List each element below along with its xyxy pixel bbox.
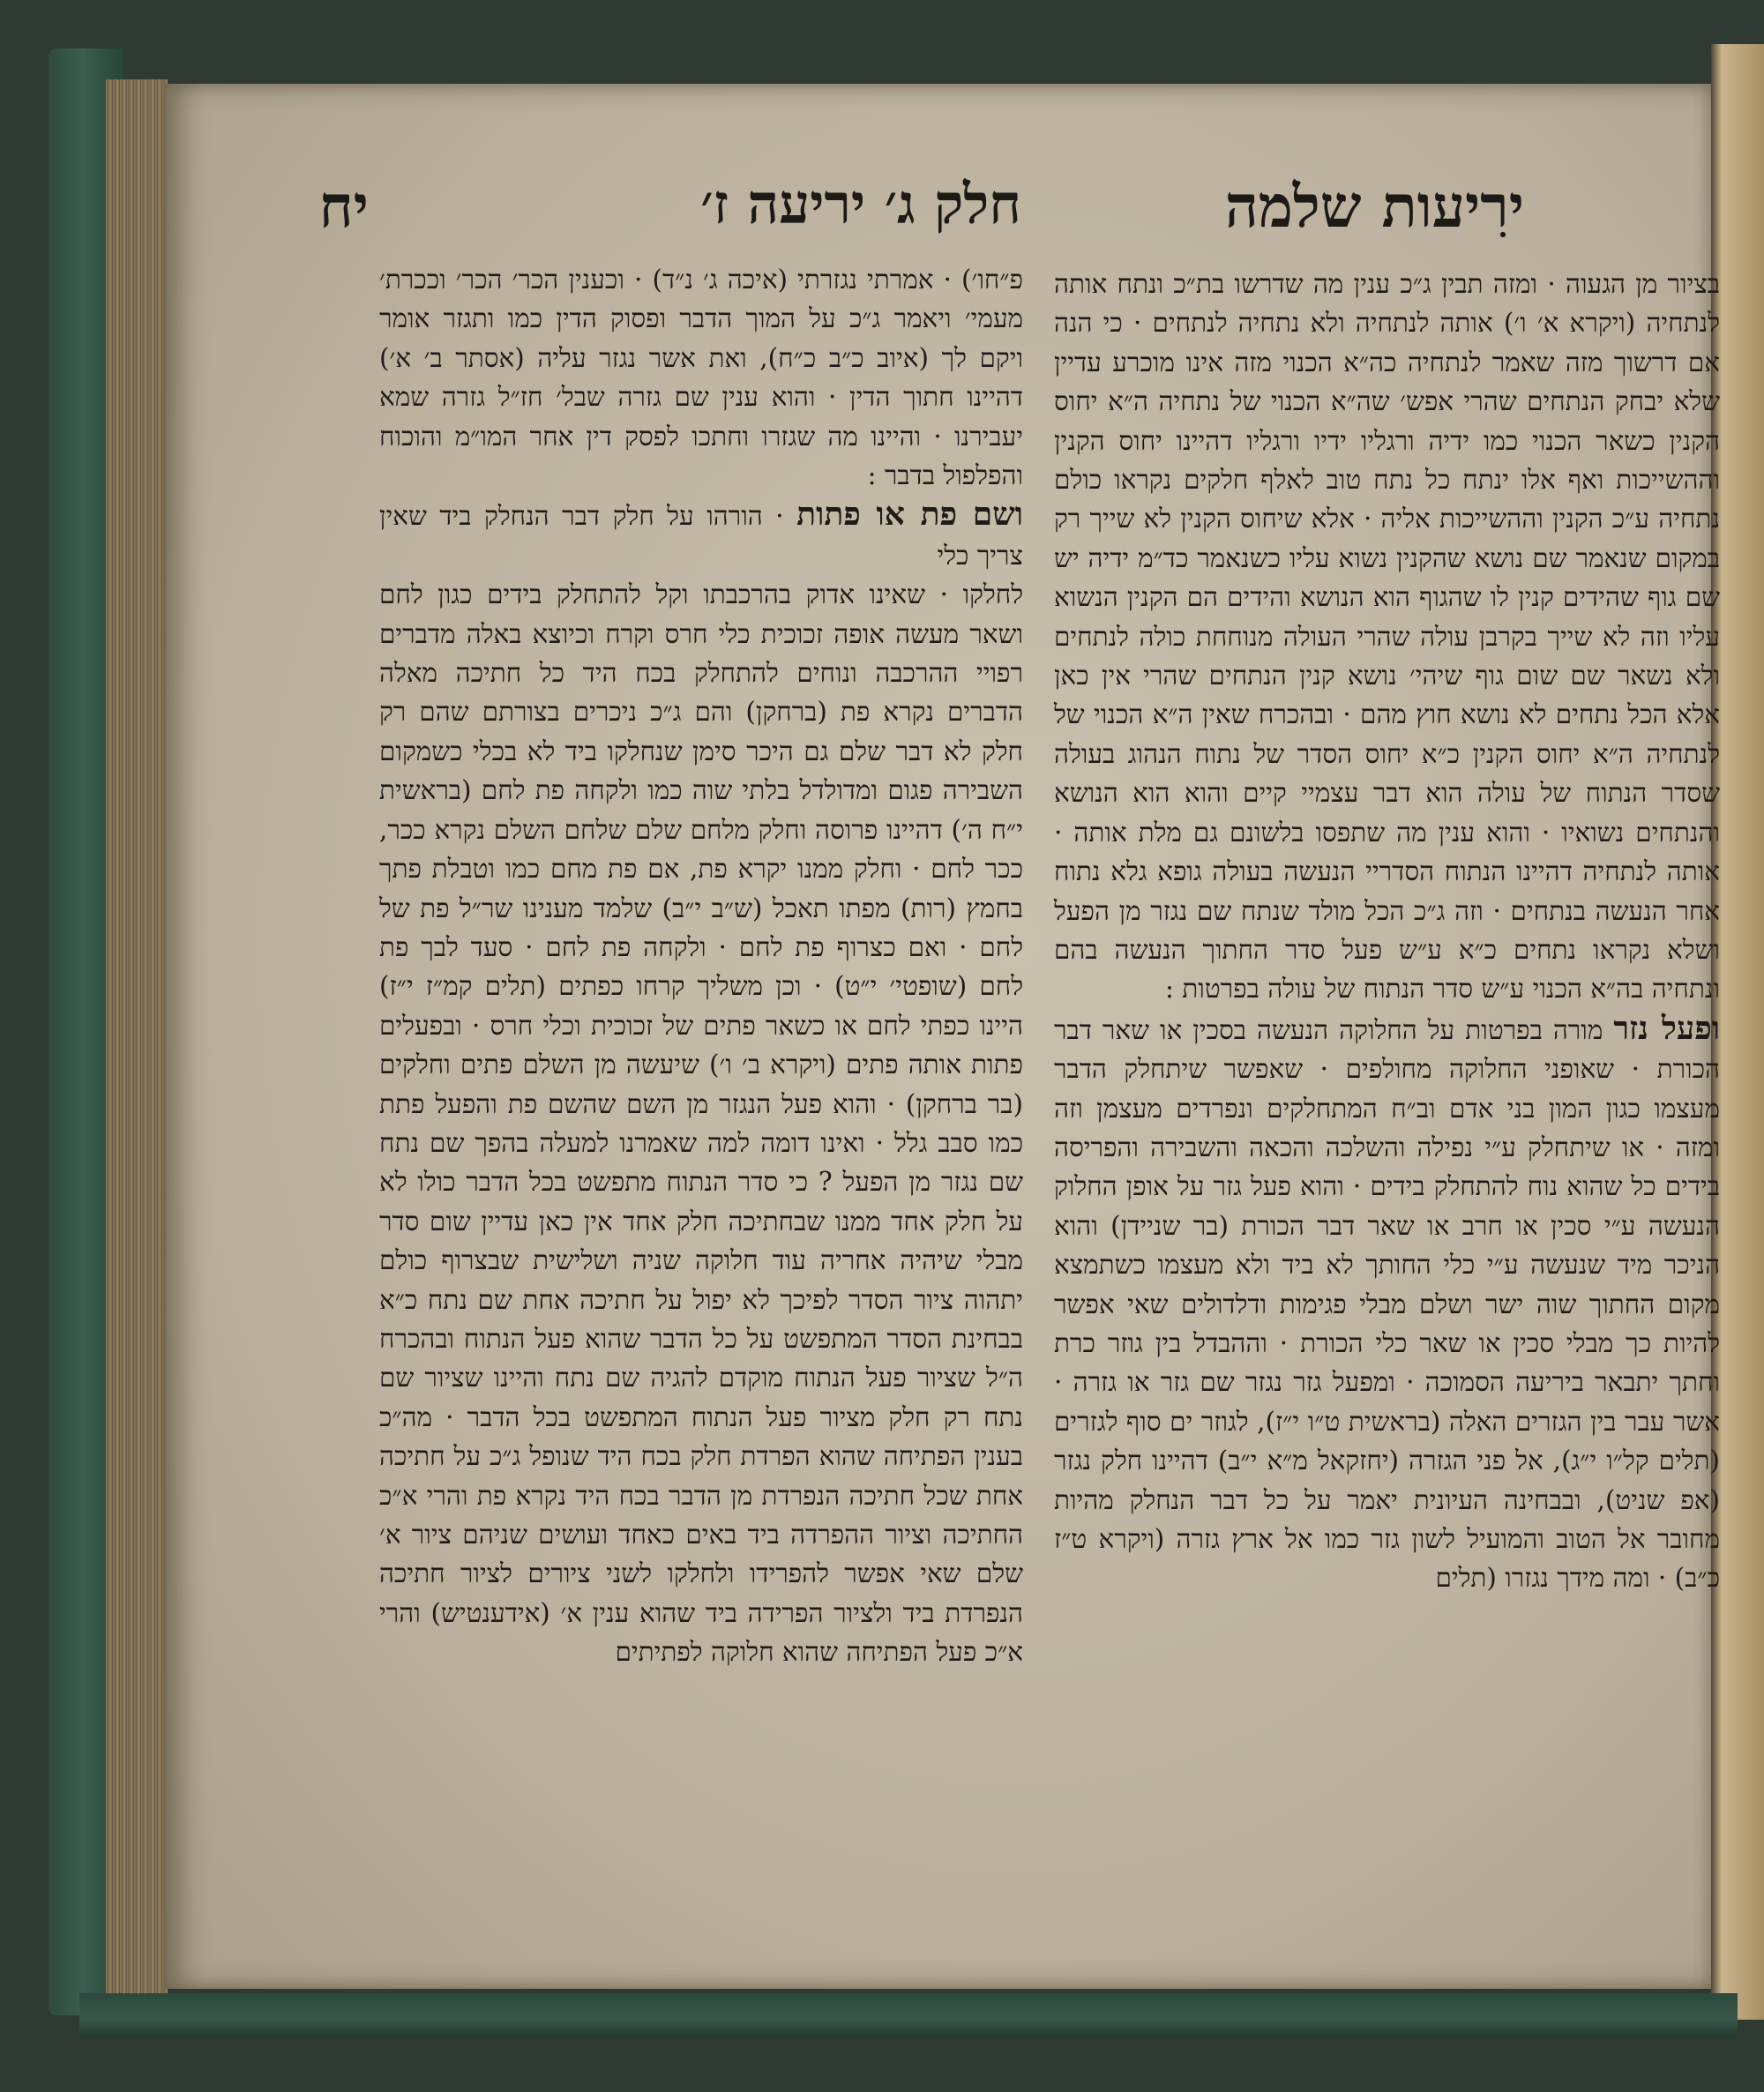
entry-heading-tail: · הורהו על חלק דבר הנחלק ביד שאין צריך כלי — [379, 501, 1023, 571]
paragraph: בציור מן הגעוה · ומזה תבין ג״כ ענין מה שדרשו בת״כ ונתח אותה לנתחיה (ויקרא א׳ ו׳) אותה לנתחיה ולא נתחיה לנתחים · כי הנה אם דרשוך מזה שאמר לנתחיה כה״א הכנוי מזה אינו מוכרע עדיין שלא יבחק הנתחים שהרי אפש׳ שה״א הכנוי של נתחיה ה״א יחוס הקנין כשאר הכנוי כמו ידיה ורגליו ידיו ורגליו דהיינו יחוס הקנין וההשייכות ואף אלו ינתח כל נתח טוב לאלף חלקים נקראו כולם נתחיה ע״כ הקנין וההשייכות אליה · אלא שיחוס הקנין לא שייך רק במקום שנאמר שם נושא שהקנין נשוא עליו כשנאמר כד״מ ידיה יש שם גוף שהידים קנין לו שהגוף הוא הנושא והידים הם הקנין הנשוא עליו וזה לא שייך בקרבן עולה שהרי העולה מנוחחת כולה לנתחים ולא נשאר שם שום גוף שיהי׳ נושא קנין הנתחים שהרי אין כאן אלא הכל נתחים לא נושא חוץ מהם · ובהכרח שאין ה״א הכנוי של לנתחיה ה״א יחוס הקנין כ״א יחוס הסדר של נתוח הנהוג בעולה שסדר הנתוח של עולה הוא דבר עצמיי קיים והוא הוא הנושא והנתחים נשואיו · והוא ענין מה שתפסו בלשונם גם מלת אותה · אותה לנתחיה דהיינו הנתוח הסדריי הנעשה בעולה גופא גלא נתוח אחר הנעשה בנתחים · וזה ג״כ הכל מולד שנתח שם נגזר מן הפעל ושלא נקראו נתחים כ״א ע״ש פעל סדר החתוך הנעשה בהם ונתחיה בה״א הכנוי ע״ש סדר הנתוח של עולה בפרטות : — [1054, 269, 1720, 1005]
book-title: ירִיעות שלמה — [1224, 172, 1524, 241]
entry-heading: ושם פת או פתות — [796, 496, 1023, 534]
section-title: חלק ג׳ יריעה ז׳ — [700, 172, 1021, 236]
running-header — [228, 172, 1524, 243]
page-number: יח — [318, 172, 369, 241]
paragraph: פ״חו׳) · אמרתי נגזרתי (איכה ג׳ נ״ד) · וכענין הכר׳ הכר׳ וככרת׳ מעמי׳ ויאמר ג״כ על המוך הדבר ופסוק הדין כמו ותגזר אומר ויקם לך (איוב כ״ב כ״ח), ואת אשר נגזר עליה (אסתר ב׳ א׳) דהיינו חתוך הדין · והוא ענין שם גזרה שבל׳ חז״ל גזרה שמא יעבירנו · והיינו מה שגזרו וחתכו לפסק דין אחר המו״מ והוכוח והפלפול בדבר : — [379, 265, 1023, 491]
right-column — [1054, 265, 1720, 1598]
paragraph: מורה בפרטות על החלוקה הנעשה בסכין או שאר דבר הכורת · שאופני החלוקה מחולפים · שאפשר שיתחלק הדבר מעצמו כגון המון בני אדם וב״ח המתחלקים ונפרדים מעצמן וזה ומזה · או שיתחלק ע״י נפילה והשלכה והכאה והשבירה והפריסה בידים כל שהוא נוח להתחלק בידים · והוא פעל גזר על אופן החלוק הנעשה ע״י סכין או חרב או שאר דבר הכורת (בר שניידן) והוא הניכר מיד שנעשה ע״י כלי החותך לא ביד ולא מעצמו כשתמצא מקום החתוך שוה ישר ושלם מבלי פגימות ודלדולים שאי אפשר להיות כך מבלי סכין או שאר כלי הכורת · וההבדל בין גוזר כרת וחתך יתבאר ביריעה הסמוכה · ומפעל גזר נגזר שם גזר או גזרה · אשר עבר בין הגזרים האלה (בראשית ט״ו י״ז), לגוזר ים סוף לגזרים (תלים קל״ו י״ג), אל פני הגזרה (יחזקאל מ״א י״ב) דהיינו חלק נגזר (אפ שניט), ובבחינה העיונית יאמר על כל דבר הנחלק מהיות מחובר אל הטוב והמועיל לשון גזר כמו אל ארץ גזרה (ויקרא ט״ז כ״ב) · ומה מידך נגזרו (תלים — [1054, 1014, 1720, 1594]
book-cover-bottom — [79, 1993, 1738, 2037]
entry-heading: ופעל נזר — [1613, 1009, 1720, 1047]
page-edges — [106, 79, 168, 1993]
left-column — [379, 260, 1023, 1672]
paragraph: לחלקו · שאינו אדוק בהרכבתו וקל להתחלק בידים כגון לחם ושאר מעשה אופה זכוכית כלי חרס וקרח וכיוצא באלה מדברים רפויי ההרכבה ונוחים להתחלק בכח היד כל חתיכה מאלה הדברים נקרא פת (ברחקן) והם ג״כ ניכרים בצורתם שהם רק חלק לא דבר שלם גם היכר סימן שנחלקו ביד לא בכלי כשמקום השבירה פגום ומדולדל בלתי שוה כמו ולקחה פת לחם (בראשית י״ח ה׳) דהיינו פרוסה וחלק מלחם שלם שלחם השלם נקרא ככר, ככר לחם · וחלק ממנו יקרא פת, אם פת מחם כמו וטבלת פתך בחמץ (רות) מפתו תאכל (ש״ב י״ב) שלמד מענינו שר״ל פת של לחם · ואם כצרוף פת לחם · ולקחה פת לחם · סעד לבך פת לחם (שופטי׳ י״ט) · וכן משליך קרחו כפתים (תלים קמ״ז י״ז) היינו כפתי לחם או כשאר פתים של זכוכית וכלי חרס · ובפעלים פתות אותה פתים (ויקרא ב׳ ו׳) שיעשה מן השלם פתים וחלקים (בר ברחקן) · והוא פעל הנגזר מן השם שהשם פת והפעל פתת כמו סבב גלל · ואינו דומה למה שאמרנו למעלה בהפך שם נתח שם נגזר מן הפעל ? כי סדר הנתוח מתפשט בכל הדבר כולו לא על חלק אחד ממנו שבחתיכה חלק אחד אין כאן עדיין שום סדר מבלי שיהיה אחריה עוד חלוקה שניה ושלישית שבצרוף כולם יתהוה ציור הסדר לפיכך לא יפול על חתיכה אחת שם נתח כ״א בבחינת הסדר המתפשט על כל הדבר שהוא פעל הנתוח ובהכרח ה״ל שציור פעל הנתוח מוקדם להגיה שם נתח והיינו שציור שם נתח רק חלק מציור פעל הנתוח המתפשט בכל הדבר · מה״כ בענין הפתיחה שהוא הפרדת חלק בכח היד שנופל ג״כ על חתיכה אחת שכל חתיכה הנפרדת מן הדבר בכח היד נקרא פת והרי א״כ החתיכה וציור ההפרדה ביד באים כאחד ועושים שניהם ציור א׳ שלם שאי אפשר להפרידו ולחלקו לשני ציורים לציור חתיכה הנפרדת ביד ולציור הפרידה ביד שהוא ענין א׳ (אידענטיש) והרי א״כ פעל הפתיחה שהוא חלוקה לפתיתים — [379, 579, 1023, 1668]
